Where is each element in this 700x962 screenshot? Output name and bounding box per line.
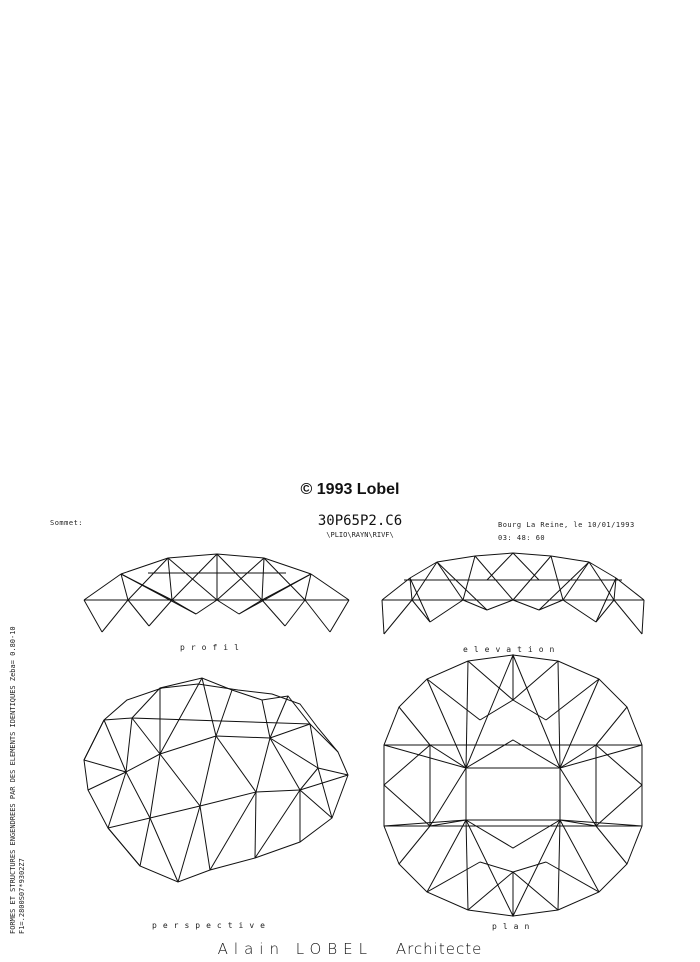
copyright-title: © 1993 Lobel <box>300 481 400 498</box>
plan-label: plan <box>492 922 536 931</box>
sommet-label: Sommet: <box>50 519 84 527</box>
footer-signature <box>0 940 700 958</box>
drawing-path: \PLIO\RAYN\RIVF\ <box>326 531 394 539</box>
footer-role: Architecte <box>395 940 483 958</box>
profil-label: profil <box>180 643 245 652</box>
elevation-view <box>382 553 644 634</box>
vertical-caption-line2: F1=.2800S07*9302Z7 <box>18 858 26 934</box>
plan-view <box>384 655 642 916</box>
footer-author: Alain LOBEL <box>217 940 374 958</box>
vertical-caption-line1: FORMES ET STRUCTURES ENGENDREES PAR DES ELEMENTS IDENTIQUES Zeba= 0.80-10 <box>9 626 17 934</box>
profil-view <box>84 554 349 632</box>
perspective-view <box>84 678 348 882</box>
drawing-time: 03: 48: 60 <box>498 534 546 542</box>
place-date: Bourg La Reine, le 10/01/1993 <box>498 521 635 529</box>
perspective-label: perspective <box>152 921 271 930</box>
drawing-code: 30P65P2.C6 <box>317 513 403 529</box>
elevation-label: elevation <box>463 645 561 654</box>
